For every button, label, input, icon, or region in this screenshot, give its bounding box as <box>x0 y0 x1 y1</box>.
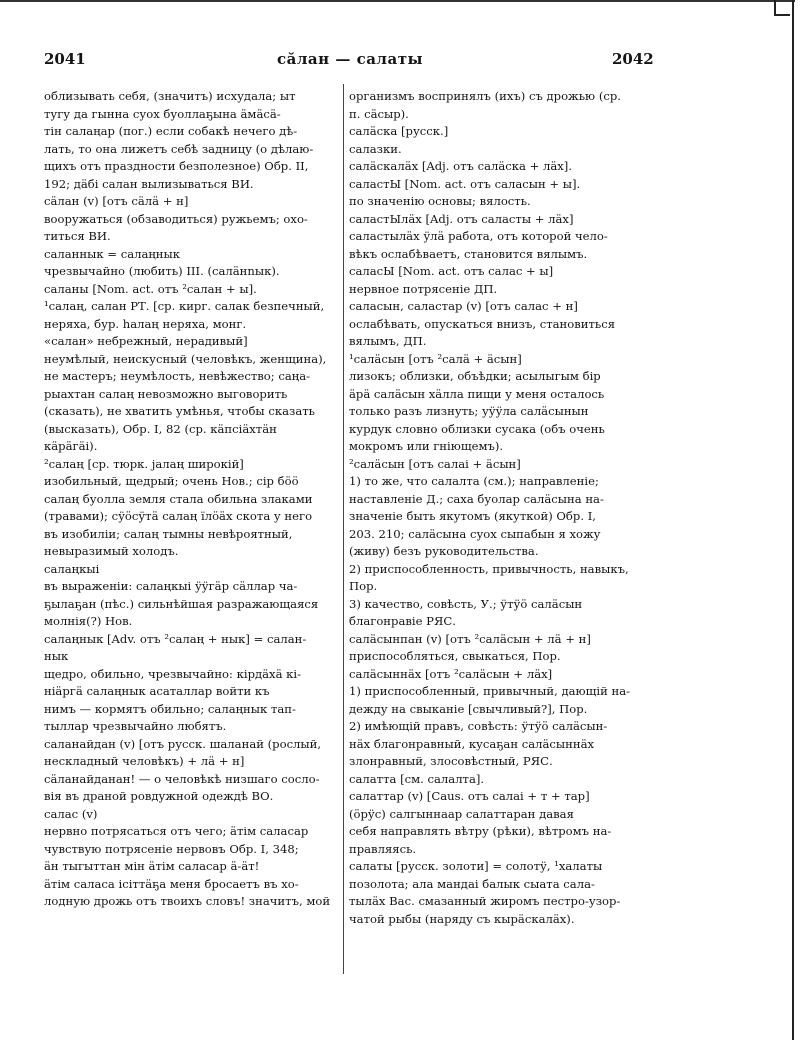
text-line: молнія(?) Нов. <box>44 614 133 628</box>
text-line: ӓн тыгыттан мін ӓтім салаcар ӓ-ӓт! <box>44 859 260 873</box>
text-line: 1) то же, что салалта (см.); направленіе; <box>349 474 599 488</box>
text-line: (травами); сӱӧсӱтӓ салаң їлӧӓх скота у него <box>44 509 313 523</box>
text-line: саласЫ [Nom. act. отъ салас + ы] <box>349 264 554 278</box>
text-line: нервно потрясаться отъ чего; ӓтім саласар <box>44 824 309 838</box>
text-line: салӓскалӓх [Adj. отъ салӓска + лӓх]. <box>349 159 573 173</box>
text-line: салас (v) <box>44 806 98 821</box>
text-line: мокромъ или гніющемъ). <box>349 439 504 453</box>
text-line: салӓсыннӓх [отъ ²салӓсын + лӓх] <box>349 666 553 681</box>
text-line: сӓланайданан! — о человѣкѣ низшаго сосло- <box>44 771 320 786</box>
text-line: кӓрӓгӓі). <box>44 439 98 453</box>
right-column <box>349 88 639 928</box>
text-line: тылӓх Вас. смазанный жиромъ пестро-узор- <box>349 894 621 908</box>
text-line: салаттар (v) [Caus. отъ салаі + т + тар] <box>349 789 590 803</box>
text-line: титься ВИ. <box>44 229 111 243</box>
text-line: сӓлан (v) [отъ сӓлӓ + н] <box>44 194 189 208</box>
text-line: салаңнык [Adv. отъ ²салаң + нык] = салан- <box>44 631 307 646</box>
text-line: 1) приспособленный, привычный, дающій на- <box>349 684 631 698</box>
text-line: тін салаңар (пог.) если собакѣ нечего дѣ- <box>44 124 298 138</box>
text-line: саласын, саластар (v) [отъ салас + н] <box>349 299 578 313</box>
text-line: 3) качество, совѣсть, У.; ӱтӱӧ салӓсын <box>349 596 583 611</box>
text-line: тыллар чрезвычайно любятъ. <box>44 719 227 733</box>
text-line: нервное потрясеніе ДП. <box>349 281 498 296</box>
text-line: ¹салӓсын [отъ ²салӓ + ӓсын] <box>349 351 522 366</box>
text-line: саланы [Nom. act. отъ ²салан + ы]. <box>44 281 257 296</box>
text-line: 2) имѣющій правъ, совѣсть: ӱтӱӧ салӓсын- <box>349 719 608 733</box>
text-line: щихъ отъ праздности безполезное) Обр. II, <box>44 159 309 173</box>
text-line: саланнык = салаңнык <box>44 246 181 261</box>
text-line: невыразимый холодъ. <box>44 544 179 558</box>
text-line: щедро, обильно, чрезвычайно: кірдӓхӓ кі- <box>44 666 302 681</box>
text-line: ¹салаң, салан РТ. [ср. кирг. салак безпечный, <box>44 299 325 313</box>
page-number-right: 2042 <box>612 50 654 68</box>
text-line: лодную дрожь отъ твоихъ словъ! значитъ, мой <box>44 894 331 908</box>
text-line: вія въ драной ровдужной одеждѣ ВО. <box>44 789 274 803</box>
text-line: ӓтім саласа ісіттӓҕа меня бросаетъ въ хо- <box>44 876 299 891</box>
text-line: ²салаң [ср. тюрк. jалаң широкій] <box>44 456 244 471</box>
text-line: себя направлять вѣтру (рѣки), вѣтромъ на- <box>349 824 612 838</box>
text-line: нык <box>44 649 69 663</box>
text-line: значеніе быть якутомъ (якуткой) Обр. I, <box>349 509 596 523</box>
running-title: сӑлан — салаты <box>277 50 424 68</box>
text-line: дежду на свыканіе [свычливый?], Пор. <box>349 701 588 716</box>
text-line: (ӧрӱс) салгыннаар салаттаран давая <box>349 806 574 821</box>
text-line: неумѣлый, неискусный (человѣкъ, женщина), <box>44 351 327 366</box>
text-line: ніӓргӓ салаңнык асаталлар войти къ <box>44 684 270 698</box>
text-line: неряха, бур. һалаң неряха, монг. <box>44 316 247 331</box>
text-line: чувствую потрясеніе нервовъ Обр. I, 348; <box>44 841 299 856</box>
text-line: ҕылаҕан (пѣс.) сильнѣйшая разражающаяся <box>44 596 319 611</box>
text-line: въ изобиліи; салаң тымны невѣроятный, <box>44 526 293 541</box>
text-line: чатой рыбы (наряду съ кырӓскалӓх). <box>349 911 575 926</box>
text-line: ²салӓсын [отъ салаі + ӓсын] <box>349 456 521 471</box>
text-line: наставленіе Д.; саха буолар салӓсына на- <box>349 491 604 506</box>
page-header <box>0 0 800 80</box>
text-line: вѣкъ ослабѣваетъ, становится вялымъ. <box>349 246 588 261</box>
text-line: саластЫлӓх [Adj. отъ саласты + лӓх] <box>349 211 574 226</box>
text-line: лизокъ; облизки, объѣдки; асылыгым бір <box>349 369 601 383</box>
text-line: салаты [русск. золоти] = солотӱ, ¹халаты <box>349 859 603 873</box>
text-line: саланайдан (v) [отъ русск. шаланай (рослый, <box>44 736 322 751</box>
text-line: правляясь. <box>349 841 417 856</box>
text-line: саластылӓх ӱлӓ работа, отъ которой чело- <box>349 229 608 243</box>
text-line: нескладный человѣкъ) + лӓ + н] <box>44 754 245 768</box>
text-line: п. сӓсыр). <box>349 106 409 121</box>
text-line: 2) приспособленность, привычность, навыкъ, <box>349 561 629 576</box>
text-line: 203. 210; салӓсына суох сыпабын я хожу <box>349 526 601 541</box>
text-line: вялымъ, ДП. <box>349 334 427 348</box>
text-line: ӓрӓ салӓсын хӓлла пищи у меня осталось <box>349 386 605 401</box>
text-line: нӓх благонравный, кусаҕан салӓсыннӓх <box>349 736 595 751</box>
text-line: въ выраженіи: салаңкыі ӱӱгӓр сӓллар ча- <box>44 579 298 593</box>
page-number-left: 2041 <box>44 50 86 68</box>
text-line: курдук словно облизки сусака (объ очень <box>349 421 605 436</box>
text-line: ослабѣвать, опускаться внизъ, становиться <box>349 316 616 331</box>
text-line: благонравіе РЯС. <box>349 614 456 628</box>
text-line: позолота; ала мандаі балык сыата сала- <box>349 876 595 891</box>
text-line: организмъ воспринялъ (ихъ) съ дрожью (ср. <box>349 89 621 103</box>
text-line: (высказать), Обр. I, 82 (ср. кӓпсіӓхтӓн <box>44 421 277 436</box>
text-line: по значенію основы; вялость. <box>349 194 531 208</box>
text-line: «салан» небрежный, нерадивый] <box>44 334 248 348</box>
column-divider <box>343 84 344 974</box>
left-column <box>44 88 338 911</box>
text-line: рыахтан салаң невозможно выговорить <box>44 386 288 401</box>
right-edge-line <box>792 0 794 1040</box>
text-line: только разъ лизнуть; уӱӱла салӓсынын <box>349 404 589 418</box>
text-line: (живу) безъ руководительства. <box>349 544 539 558</box>
text-line: салаң буолла земля стала обильна злаками <box>44 491 313 506</box>
text-line: тугу да гынна суох буоллаҕына ӓмӓсӓ- <box>44 106 281 121</box>
text-line: лать, то она лижетъ себѣ задницу (о дѣлаю- <box>44 141 314 156</box>
text-line: приспособляться, свыкаться, Пор. <box>349 649 561 663</box>
text-line: салӓска [русск.] <box>349 124 449 138</box>
text-line: изобильный, щедрый; очень Нов.; сір бӧӧ <box>44 474 299 488</box>
text-line: злонравный, злосовѣстный, РЯС. <box>349 754 553 768</box>
text-line: Пор. <box>349 579 378 593</box>
text-line: (сказать), не хватить умѣнья, чтобы сказать <box>44 404 315 418</box>
text-line: облизывать себя, (значитъ) исхудала; ыт <box>44 89 296 103</box>
text-line: не мастеръ; неумѣлость, невѣжество; саңа- <box>44 369 311 383</box>
text-line: 192; дӓбі салан вылизываться ВИ. <box>44 176 254 191</box>
text-line: салазки. <box>349 141 402 156</box>
text-line: саластЫ [Nom. act. отъ саласын + ы]. <box>349 176 581 191</box>
text-line: салӓсынпан (v) [отъ ²салӓсын + лӓ + н] <box>349 631 591 646</box>
text-line: салаңкыі <box>44 561 100 576</box>
text-line: салатта [см. салалта]. <box>349 771 485 786</box>
text-line: нимъ — кормятъ обильно; салаңнык тап- <box>44 701 296 716</box>
text-line: чрезвычайно (любить) III. (салӓнnык). <box>44 264 280 278</box>
text-line: вооружаться (обзаводиться) ружьемъ; охо- <box>44 211 308 226</box>
